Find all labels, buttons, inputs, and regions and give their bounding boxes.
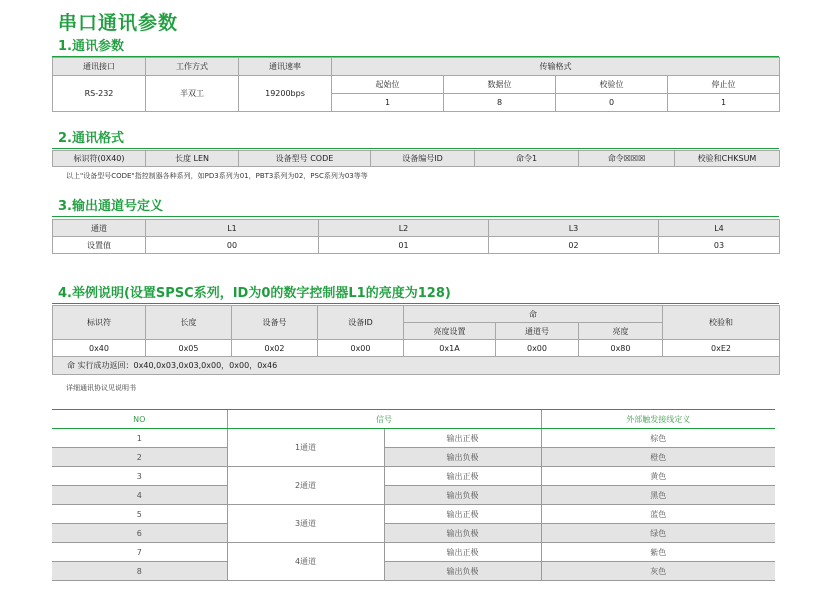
subheader-data-bit: 数据位 [444, 76, 556, 94]
signal-no: 6 [52, 524, 227, 543]
subheader-start-bit: 起始位 [332, 76, 444, 94]
signal-no: 3 [52, 467, 227, 486]
signal-type: 输出正极 [384, 505, 541, 524]
section3-heading: 3.输出通道号定义 [58, 199, 163, 214]
ex-identifier: 0x40 [53, 340, 146, 357]
ex-header-command: 命 [404, 306, 663, 323]
header-mode: 工作方式 [146, 58, 239, 76]
channel-l2-header: L2 [319, 220, 489, 237]
ex-header-length: 长度 [146, 306, 232, 340]
signal-header-wiring: 外部触发接线定义 [541, 410, 775, 429]
ex-brightness-set: 0x1A [404, 340, 496, 357]
setting-l2: 01 [319, 237, 489, 254]
section2-heading: 2.通讯格式 [58, 131, 124, 146]
ex-header-identifier: 标识符 [53, 306, 146, 340]
protocol-note: 详细通讯协议见说明书 [66, 384, 136, 392]
section3-rule [52, 216, 779, 217]
ex-channel: 0x00 [496, 340, 579, 357]
ex-sub-channel: 通道号 [496, 323, 579, 340]
signal-no: 1 [52, 429, 227, 448]
cell-parity-bit: 0 [556, 94, 668, 112]
signal-wire-color: 棕色 [541, 429, 775, 448]
channel-header: 通道 [53, 220, 146, 237]
signal-channel-3: 3通道 [227, 505, 384, 543]
setting-l3: 02 [489, 237, 659, 254]
cell-data-bit: 8 [444, 94, 556, 112]
signal-header-no: NO [52, 410, 227, 429]
section4-rule [52, 303, 779, 304]
format-length: 长度 LEN [146, 151, 239, 167]
setting-l4: 03 [659, 237, 780, 254]
header-interface: 通讯接口 [53, 58, 146, 76]
format-device-code: 设备型号 CODE [239, 151, 371, 167]
signal-type: 输出负极 [384, 562, 541, 581]
format-note: 以上"设备型号CODE"指控制器各种系列，如PD3系列为01，PBT3系列为02，PSC系列为03等等 [66, 172, 368, 180]
signal-type: 输出负极 [384, 448, 541, 467]
header-rate: 通讯速率 [239, 58, 332, 76]
channel-def-table [52, 219, 780, 254]
format-command1: 命令1 [475, 151, 579, 167]
example-table [52, 305, 780, 375]
signal-wire-color: 蓝色 [541, 505, 775, 524]
section1-heading: 1.通讯参数 [58, 39, 124, 54]
section4-heading: 4.举例说明(设置SPSC系列，ID为0的数字控制器L1的亮度为128) [58, 286, 451, 301]
command-return-line: 命 实行成功返回：0x40,0x03,0x03,0x00，0x00，0x46 [53, 357, 780, 375]
ex-brightness: 0x80 [579, 340, 663, 357]
comm-params-table [52, 57, 780, 112]
ex-header-device: 设备号 [232, 306, 318, 340]
signal-no: 4 [52, 486, 227, 505]
ex-sub-brightness-set: 亮度设置 [404, 323, 496, 340]
signal-type: 输出正极 [384, 429, 541, 448]
ex-device: 0x02 [232, 340, 318, 357]
subheader-parity-bit: 校验位 [556, 76, 668, 94]
signal-wire-color: 黑色 [541, 486, 775, 505]
setting-l1: 00 [146, 237, 319, 254]
signal-type: 输出正极 [384, 543, 541, 562]
comm-format-table [52, 150, 780, 167]
channel-l3-header: L3 [489, 220, 659, 237]
signal-no: 7 [52, 543, 227, 562]
ex-device-id: 0x00 [318, 340, 404, 357]
signal-channel-4: 4通道 [227, 543, 384, 581]
signal-type: 输出负极 [384, 524, 541, 543]
ex-sub-brightness: 亮度 [579, 323, 663, 340]
signal-header-signal: 信号 [227, 410, 541, 429]
signal-wire-color: 黄色 [541, 467, 775, 486]
signal-no: 2 [52, 448, 227, 467]
setting-label: 设置值 [53, 237, 146, 254]
signal-no: 5 [52, 505, 227, 524]
format-command-n: 命令☒☒☒ [579, 151, 675, 167]
signal-no: 8 [52, 562, 227, 581]
ex-header-checksum: 校验和 [663, 306, 780, 340]
channel-l4-header: L4 [659, 220, 780, 237]
signal-channel-2: 2通道 [227, 467, 384, 505]
channel-l1-header: L1 [146, 220, 319, 237]
ex-checksum: 0xE2 [663, 340, 780, 357]
page-title: 串口通讯参数 [58, 12, 179, 34]
cell-stop-bit: 1 [668, 94, 780, 112]
format-device-id: 设备编号ID [371, 151, 475, 167]
signal-type: 输出正极 [384, 467, 541, 486]
signal-wire-color: 紫色 [541, 543, 775, 562]
signal-type: 输出负极 [384, 486, 541, 505]
format-identifier: 标识符(0X40) [53, 151, 146, 167]
cell-rate: 19200bps [239, 76, 332, 112]
signal-wire-color: 绿色 [541, 524, 775, 543]
ex-length: 0x05 [146, 340, 232, 357]
signal-wire-color: 橙色 [541, 448, 775, 467]
signal-table [52, 409, 775, 581]
section2-rule [52, 148, 779, 149]
ex-header-device-id: 设备ID [318, 306, 404, 340]
format-checksum: 校验和CHKSUM [675, 151, 780, 167]
cell-start-bit: 1 [332, 94, 444, 112]
header-format: 传输格式 [332, 58, 780, 76]
signal-channel-1: 1通道 [227, 429, 384, 467]
signal-wire-color: 灰色 [541, 562, 775, 581]
cell-mode: 半双工 [146, 76, 239, 112]
subheader-stop-bit: 停止位 [668, 76, 780, 94]
cell-interface: RS-232 [53, 76, 146, 112]
